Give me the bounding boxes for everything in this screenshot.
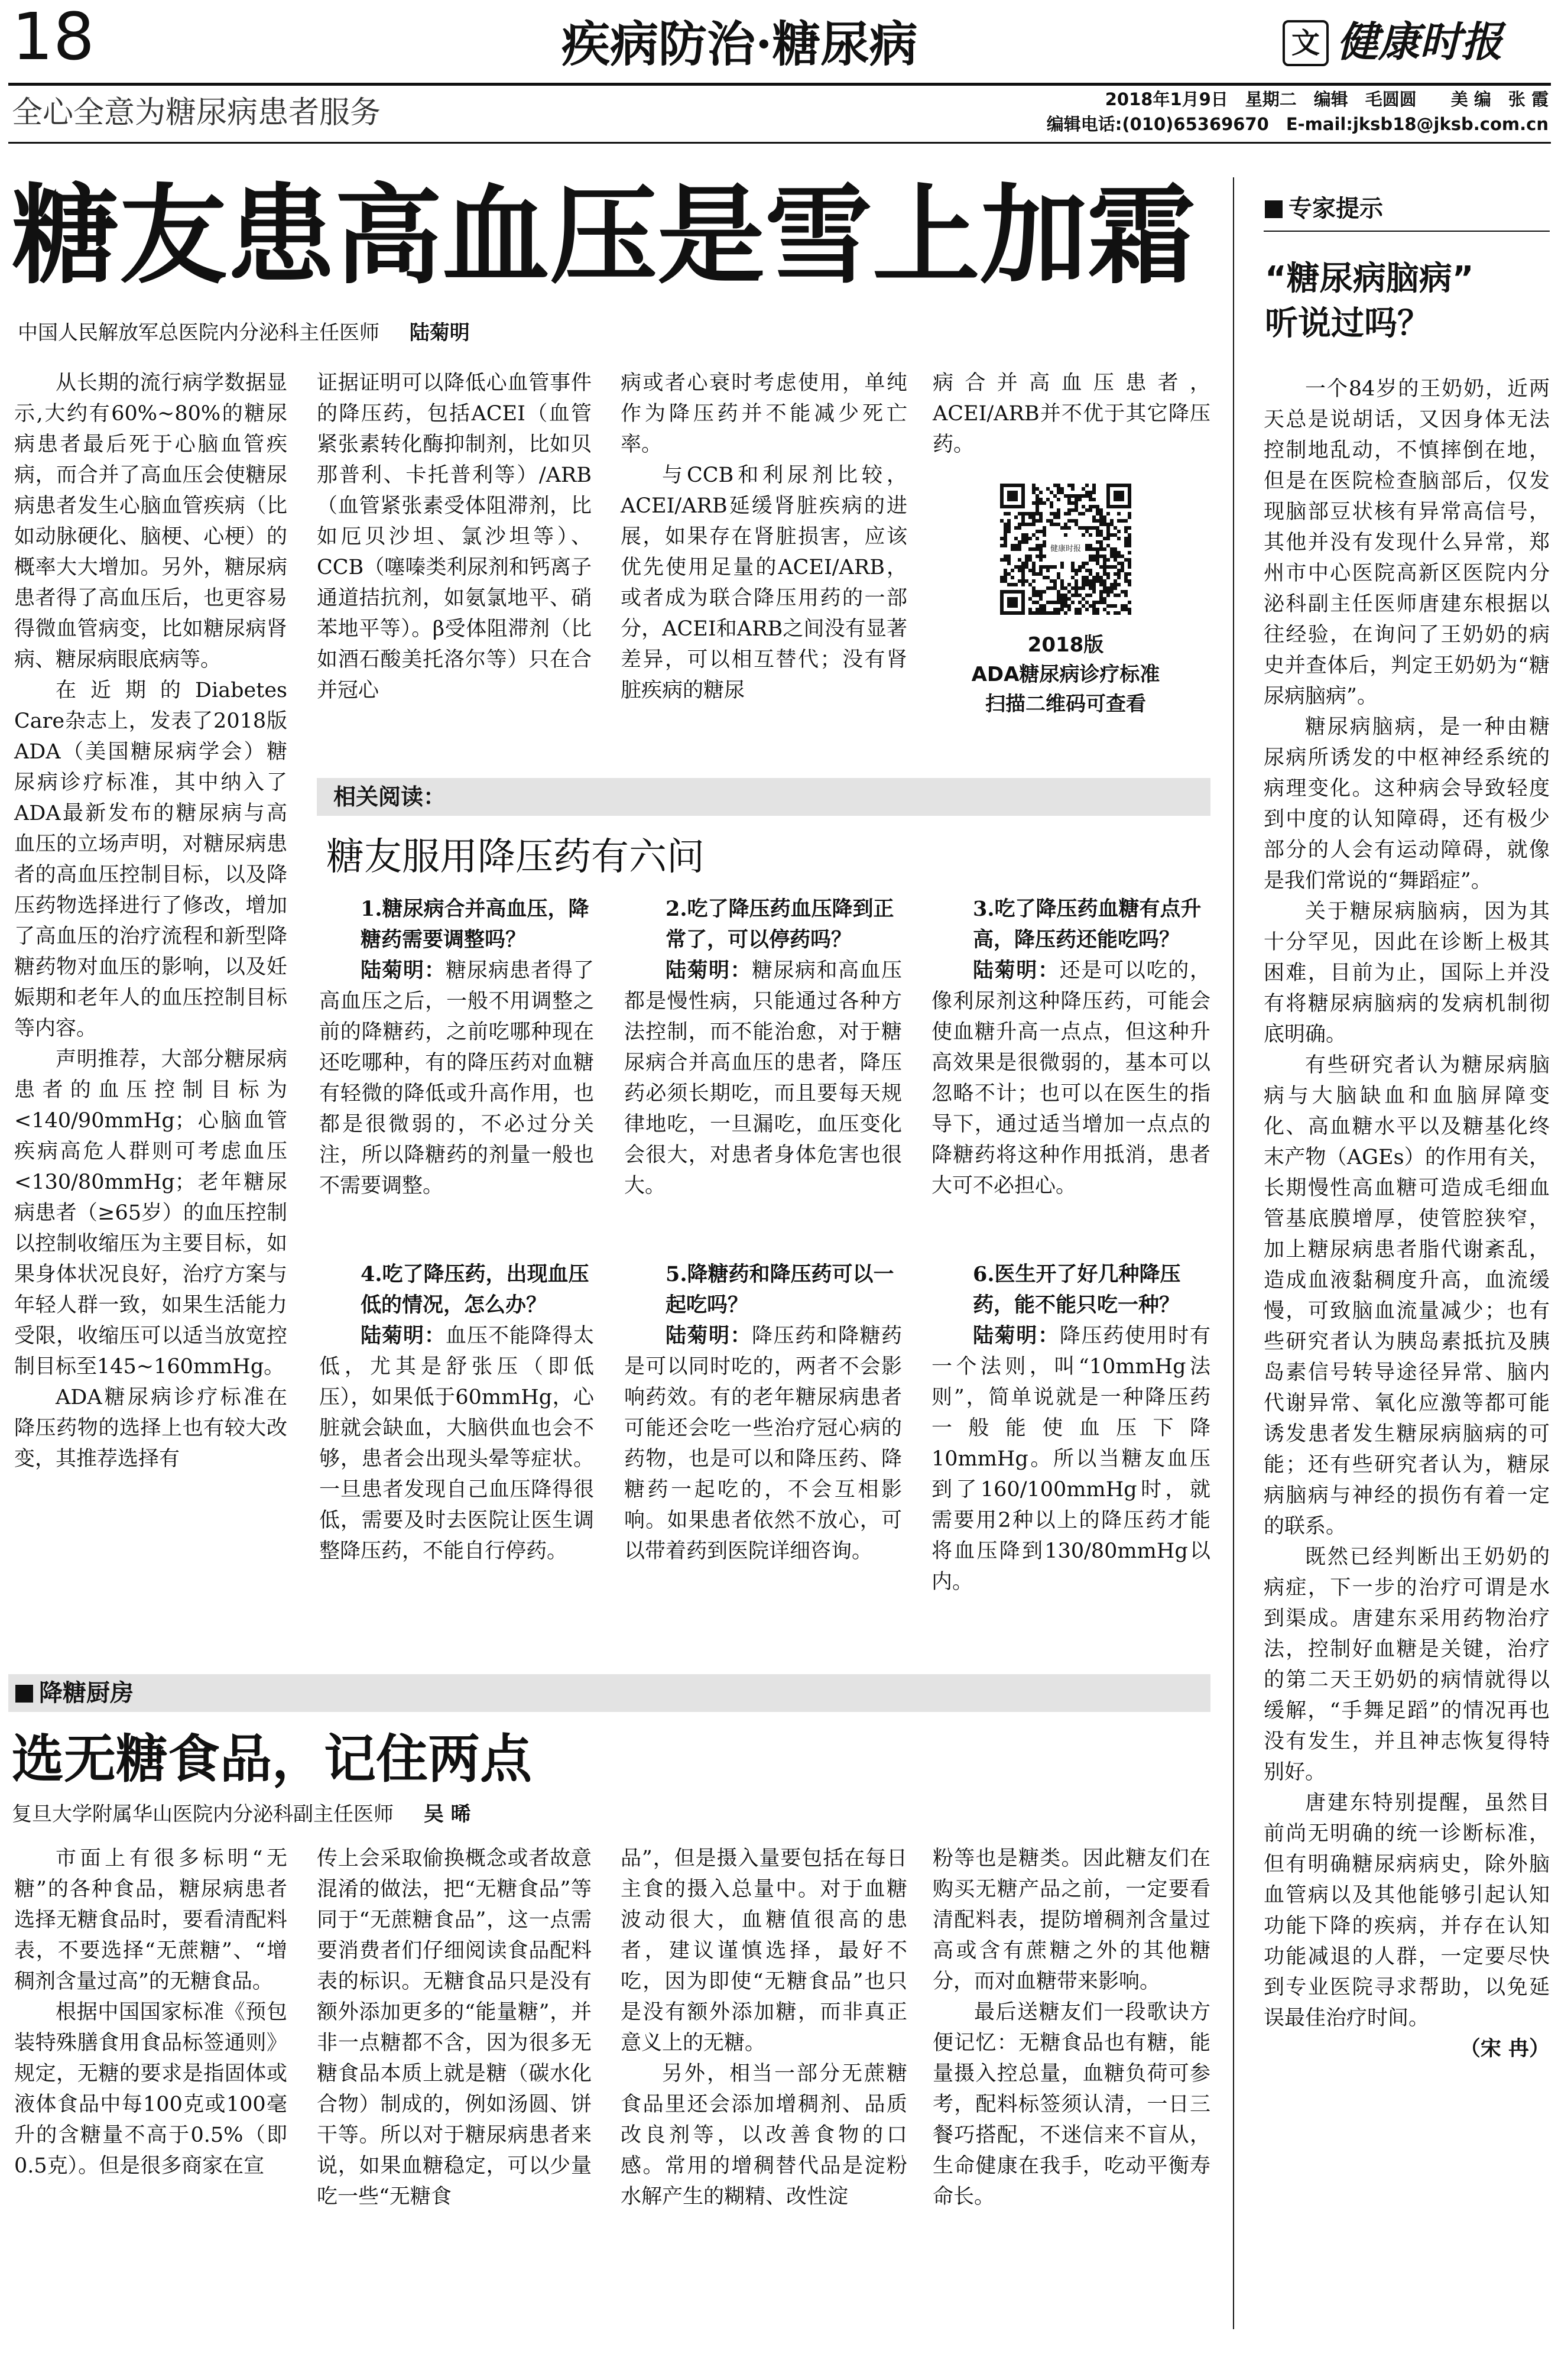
qr-caption-2: ADA糖尿病诊疗标准 <box>971 663 1160 686</box>
qa-3 <box>931 894 1210 1201</box>
qa-speaker: 陆菊明： <box>973 959 1060 983</box>
sidebar-divider <box>1233 177 1234 2329</box>
lead-byline <box>18 318 470 348</box>
lead-headline: 糖友患高血压是雪上加霜 <box>12 172 1195 299</box>
expert-para: 唐建东特别提醒，虽然目前尚无明确的统一诊断标准，但有明确糖尿病病史，除外脑血管病以及其他能够引起认知功能下降的疾病，并存在认知功能减退的人群，一定要尽快到专业医院寻求帮助，以免延误最佳治疗时间。 <box>1264 1791 1550 2030</box>
kitchen-section <box>15 1678 134 1708</box>
contact-line: 编辑电话:(010)65369670 E-mail:jksb18@jksb.com.cn <box>1046 114 1549 134</box>
kitchen-col-4 <box>933 1843 1210 2212</box>
expert-para: 糖尿病脑病，是一种由糖尿病所诱发的中枢神经系统的病理变化。这种病会导致轻度到中度的认知障碍，还有极少部分的人会有运动障碍，就像是我们常说的“舞蹈症”。 <box>1264 715 1550 893</box>
slogan: 全心全意为糖尿病患者服务 <box>12 95 381 131</box>
kitchen-col1-para: 根据中国国家标准《预包装特殊膳食用食品标签通则》规定，无糖的要求是指固体或液体食品中每100克或100毫升的含糖量不高于0.5%（即0.5克）。但是很多商家在宣 <box>14 2000 287 2178</box>
kitchen-col-3 <box>621 1843 907 2212</box>
lead-col-1 <box>14 368 287 1474</box>
expert-para: 关于糖尿病脑病，因为其十分罕见，因此在诊断上极其困难，目前为止，国际上并没有将糖尿病脑病的发病机制彻底明确。 <box>1264 900 1550 1046</box>
kitchen-bar <box>8 1674 1210 1712</box>
kitchen-section-label: 降糖厨房 <box>39 1679 134 1707</box>
qa-answer <box>931 1321 1210 1597</box>
lead-col3-para: 病或者心衰时考虑使用，单纯作为降压药并不能减少死亡率。 <box>621 371 907 456</box>
kitchen-col3-para: 另外，相当一部分无蔗糖食品里还会添加增稠剂、品质改良剂等，以改善食物的口感。常用的增稠替代品是淀粉水解产生的糊精、改性淀 <box>621 2062 907 2209</box>
expert-section-label: 专家提示 <box>1288 195 1383 222</box>
expert-para: 一个84岁的王奶奶，近两天总是说胡话，又因身体无法控制地乱动，不慎摔倒在地，但是在医院检查脑部后，仅发现脑部豆状核有异常高信号，其他并没有发现什么异常，郑州市中心医院高新区医院内分泌科副主任医师唐建东根据以往经验，在询问了王奶奶的病史并查体后，判定王奶奶为“糖尿病脑病”。 <box>1264 377 1550 708</box>
lead-col1-para: ADA糖尿病诊疗标准在降压药物的选择上也有较大改变，其推荐选择有 <box>14 1386 287 1471</box>
expert-signature: （宋 冉） <box>1459 2037 1550 2061</box>
expert-section <box>1265 193 1383 225</box>
expert-section-rule <box>1264 231 1550 232</box>
lead-col4-para: 病合并高血压患者，ACEI/ARB并不优于其它降压药。 <box>933 371 1210 456</box>
qa-answer-text: 还是可以吃的，像利尿剂这种降压药，可能会使血糖升高一点点，但这种升高效果是很微弱的，基本可以忽略不计；也可以在医生的指导下，通过适当增加一点点的降糖药将这种作用抵消，患者大可不必担心。 <box>931 959 1210 1198</box>
lead-col1-para: 从长期的流行病学数据显示,大约有60%~80%的糖尿病患者最后死于心脑血管疾病，而合并了高血压会使糖尿病患者发生心脑血管疾病（比如动脉硬化、脑梗、心梗）的概率大大增加。另外，糖尿病患者得了高血压后，也更容易得微血管病变，比如糖尿病肾病、糖尿病眼底病等。 <box>14 371 287 672</box>
lead-col3-para: 与CCB和利尿剂比较，ACEI/ARB延缓肾脏疾病的进展，如果存在肾脏损害，应该优先使用足量的ACEI/ARB，或者成为联合降压用药的一部分，ACEI和ARB之间没有显著差异，可以相互替代；没有肾脏疾病的糖尿 <box>621 463 907 702</box>
qa-answer-text: 降压药和降糖药是可以同时吃的，两者不会影响药效。有的老年糖尿病患者可能还会吃一些治疗冠心病的药物，也是可以和降压药、降糖药一起吃的，不会互相影响。如果患者依然不放心，可以带着药到医院详细咨询。 <box>624 1324 902 1563</box>
qa-4 <box>319 1259 594 1567</box>
qa-answer <box>319 1321 594 1567</box>
qa-answer-text: 糖尿病和高血压都是慢性病，只能通过各种方法控制，而不能治愈，对于糖尿病合并高血压的患者，降压药必须长期吃，而且要每天规律地吃，一旦漏吃，血压变化会很大，对患者身体危害也很大。 <box>624 959 902 1198</box>
kitchen-headline: 选无糖食品，记住两点 <box>12 1728 533 1789</box>
lead-col-2 <box>317 368 592 706</box>
kitchen-byline <box>12 1799 471 1829</box>
qa-1 <box>319 894 594 1201</box>
kitchen-col3-para: 品”，但是摄入量要包括在每日主食的摄入总量中。对于血糖波动很大，血糖值很高的患者，建议谨慎选择，最好不吃，因为即使“无糖食品”也只是没有额外添加糖，而非真正意义上的无糖。 <box>621 1847 907 2055</box>
qr-code[interactable] <box>1000 484 1131 615</box>
related-bar <box>317 778 1210 816</box>
expert-body <box>1264 374 1550 2064</box>
section-title: 疾病防治·糖尿病 <box>561 16 918 73</box>
lead-byline-org: 中国人民解放军总医院内分泌科主任医师 <box>18 321 379 345</box>
qr-caption-1: 2018版 <box>1027 633 1104 657</box>
qa-answer-text: 糖尿病患者得了高血压之后，一般不用调整之前的降糖药，之前吃哪种现在还吃哪种，有的降压药对血糖有轻微的降低或升高作用，也都是很微弱的，不必过分关注，所以降糖药的剂量一般也不需要调整。 <box>319 959 594 1198</box>
qa-question: 6.医生开了好几种降压药，能不能只吃一种？ <box>973 1262 1181 1317</box>
lead-col1-para: 在近期的Diabetes Care杂志上，发表了2018版ADA（美国糖尿病学会）糖尿病诊疗标准，其中纳入了ADA最新发布的糖尿病与高血压的立场声明，对糖尿病患者的高血压控制目标，以及降压药物选择进行了修改，增加了高血压的治疗流程和新型降糖药物对血压的影响，以及妊娠期和老年人的血压控制目标等内容。 <box>14 679 287 1040</box>
expert-title-1: “糖尿病脑病” <box>1265 260 1474 298</box>
kitchen-col4-para: 最后送糖友们一段歌诀方便记忆：无糖食品也有糖，能量摄入控总量，血糖负荷可参考，配料标签须认清，一日三餐巧搭配，不迷信来不盲从，生命健康在我手，吃动平衡寿命长。 <box>933 2000 1210 2209</box>
qa-2 <box>624 894 902 1201</box>
qa-question: 2.吃了降压药血压降到正常了，可以停药吗？ <box>666 897 894 952</box>
kitchen-col-2 <box>317 1843 592 2212</box>
qa-question: 3.吃了降压药血糖有点升高，降压药还能吃吗？ <box>973 897 1202 952</box>
qa-speaker: 陆菊明： <box>361 959 446 983</box>
qa-question: 1.糖尿病合并高血压，降糖药需要调整吗？ <box>361 897 589 952</box>
date-line: 2018年1月9日 星期二 编辑 毛圆圆 美 编 张 霞 <box>1105 89 1549 109</box>
expert-para: 有些研究者认为糖尿病脑病与大脑缺血和血脑屏障变化、高血糖水平以及糖基化终末产物（AGEs）的作用有关，长期慢性高血糖可造成毛细血管基底膜增厚，使管腔狭窄，加上糖尿病患者脂代谢紊乱，造成血液黏稠度升高，血流缓慢，可致脑血流量减少；也有些研究者认为胰岛素抵抗及胰岛素信号转导途径异常、脑内代谢异常、氧化应激等都可能诱发患者发生糖尿病脑病的可能；还有些研究者认为，糖尿病脑病与神经的损伤有着一定的联系。 <box>1264 1053 1550 1538</box>
qa-answer <box>624 1321 902 1567</box>
masthead-logo <box>1283 18 1543 71</box>
qa-speaker: 陆菊明： <box>361 1324 446 1348</box>
kitchen-col1-para: 市面上有很多标明“无糖”的各种食品，糖尿病患者选择无糖食品时，要看清配料表，不要选择“无蔗糖”、“增稠剂含量过高”的无糖食品。 <box>14 1847 287 1993</box>
lead-col-4 <box>933 368 1210 460</box>
qa-question: 4.吃了降压药，出现血压低的情况，怎么办？ <box>361 1262 589 1317</box>
qa-5 <box>624 1259 902 1567</box>
lead-col-3 <box>621 368 907 706</box>
kitchen-author: 吴 晞 <box>423 1802 471 1826</box>
lead-col1-para: 声明推荐，大部分糖尿病患者的血压控制目标为<140/90mmHg；心脑血管疾病高危人群则可考虑血压<130/80mmHg；老年糖尿病患者（≥65岁）的血压控制以控制收缩压为主要目标，如果身体状况良好，治疗方案与年轻人群一致，如果生活能力受限，收缩压可以适当放宽控制目标至145~160mmHg。 <box>14 1048 287 1379</box>
qa-answer-text: 血压不能降得太低，尤其是舒张压（即低压），如果低于60mmHg，心脏就会缺血，大脑供血也会不够，患者会出现头晕等症状。一旦患者发现自己血压降得很低，需要及时去医院让医生调整降压药，不能自行停药。 <box>319 1324 594 1563</box>
qa-answer <box>319 955 594 1201</box>
expert-para: 既然已经判断出王奶奶的病症，下一步的治疗可谓是水到渠成。唐建东采用药物治疗法，控制好血糖是关键，治疗的第二天王奶奶的病情就得以缓解，“手舞足蹈”的情况再也没有发生，并且神志恢复得特别好。 <box>1264 1545 1550 1784</box>
square-bullet-icon <box>1265 200 1283 218</box>
qa-answer-text: 降压药使用时有一个法则，叫“10mmHg法则”，简单说就是一种降压药一般能使血压下降10mmHg。所以当糖友血压到了160/100mmHg时，就需要用2种以上的降压药才能将血压降到130/80mmHg以内。 <box>931 1324 1210 1594</box>
lead-author: 陆菊明 <box>409 321 470 345</box>
related-label: 相关阅读： <box>333 784 446 810</box>
kitchen-col4-para: 粉等也是糖类。因此糖友们在购买无糖产品之前，一定要看清配料表，提防增稠剂含量过高或含有蔗糖之外的其他糖分，而对血糖带来影响。 <box>933 1847 1210 1993</box>
lead-col2-para: 证据证明可以降低心血管事件的降压药，包括ACEI（血管紧张素转化酶抑制剂，比如贝那普利、卡托普利等）/ARB（血管紧张素受体阻滞剂，比如厄贝沙坦、氯沙坦等）、CCB（噻嗪类利尿剂和钙离子通道拮抗剂，如氨氯地平、硝苯地平等）。β受体阻滞剂（比如酒石酸美托洛尔等）只在合并冠心 <box>317 371 592 702</box>
page-number: 18 <box>12 0 95 74</box>
qr-caption-3: 扫描二维码可查看 <box>985 692 1146 716</box>
masthead-rule-bottom <box>8 142 1551 144</box>
kitchen-col2-para: 传上会采取偷换概念或者故意混淆的做法，把“无糖食品”等同于“无蔗糖食品”，这一点需要消费者们仔细阅读食品配料表的标识。无糖食品只是没有额外添加更多的“能量糖”，并非一点糖都不含，因为很多无糖食品本质上就是糖（碳水化合物）制成的，例如汤圆、饼干等。所以对于糖尿病患者来说，如果血糖稳定，可以少量吃一些“无糖食 <box>317 1847 592 2209</box>
kitchen-byline-org: 复旦大学附属华山医院内分泌科副主任医师 <box>12 1802 394 1826</box>
related-title: 糖友服用降压药有六问 <box>326 835 705 879</box>
qa-question: 5.降糖药和降压药可以一起吃吗？ <box>666 1262 894 1317</box>
square-bullet-icon <box>15 1685 33 1703</box>
qa-answer <box>931 955 1210 1201</box>
qr-center-label: 健康时报 <box>1046 542 1085 557</box>
expert-title-2: 听说过吗？ <box>1265 304 1430 343</box>
qa-speaker: 陆菊明： <box>666 1324 752 1348</box>
qa-speaker: 陆菊明： <box>666 959 752 983</box>
qa-speaker: 陆菊明： <box>973 1324 1060 1348</box>
qa-6 <box>931 1259 1210 1597</box>
logo-mark: 文 <box>1283 20 1329 66</box>
kitchen-col-1 <box>14 1843 287 2181</box>
paper-name: 健康时报 <box>1337 17 1502 66</box>
masthead-rule <box>8 83 1551 86</box>
qa-answer <box>624 955 902 1201</box>
